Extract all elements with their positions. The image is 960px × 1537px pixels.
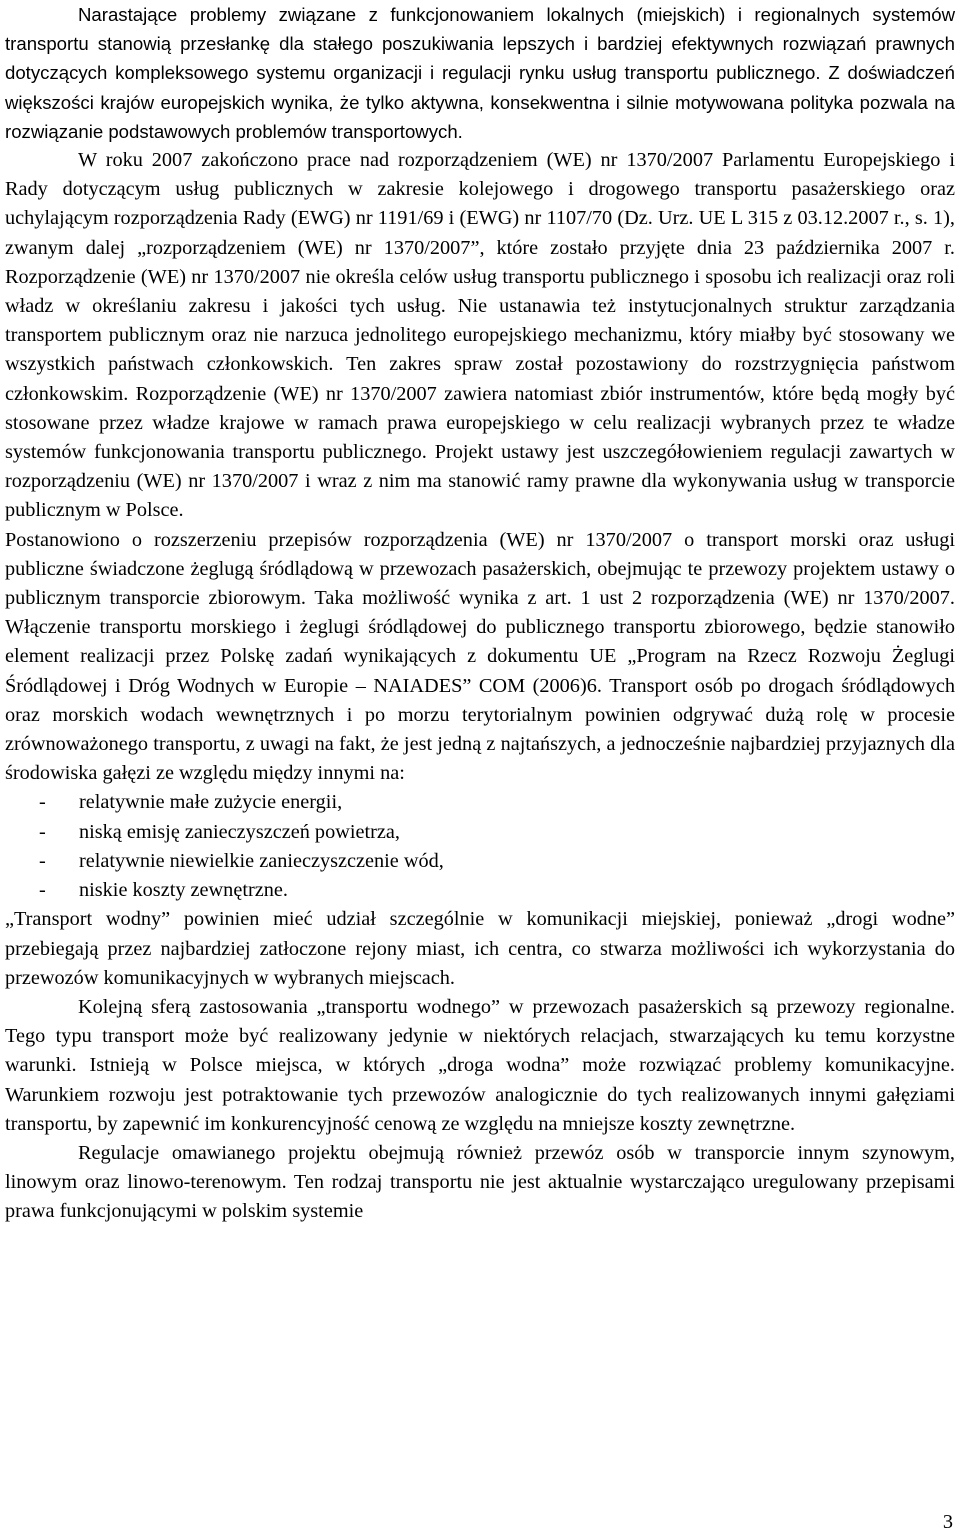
list-item [5, 818, 955, 847]
list-item [5, 847, 955, 876]
list-item [5, 876, 955, 905]
list-marker: - [39, 820, 46, 843]
document-page [5, 0, 955, 1227]
benefits-list [5, 788, 955, 905]
list-marker: - [39, 791, 46, 814]
list-item-text: niską emisję zanieczyszczeń powietrza, [79, 820, 400, 843]
paragraph-regulation-2007: W roku 2007 zakończono prace nad rozporządzeniem (WE) nr 1370/2007 Parlamentu Europejskiego i Rady dotyczącym usług publicznych w zakresie kolejowego i drogowego transportu pasażerskiego oraz uchylającym rozporządzenia Rady (EWG) nr 1191/69 i (EWG) nr 1107/70 (Dz. Urz. UE L 315 z 03.12.2007 r., s. 1), zwanym dalej „rozporządzeniem (WE) nr 1370/2007”, które zostało przyjęte dnia 23 października 2007 r. Rozporządzenie (WE) nr 1370/2007 nie określa celów usług transportu publicznego i sposobu ich realizacji oraz roli władz w określaniu zakresu i jakości tych usług. Nie ustanawia też instytucjonalnych struktur zarządzania transportem publicznym oraz nie narzuca jednolitego europejskiego mechanizmu, który miałby być stosowany we wszystkich państwach członkowskich. Ten zakres spraw został pozostawiony do rozstrzygnięcia państwom członkowskim. Rozporządzenie (WE) nr 1370/2007 zawiera natomiast zbiór instrumentów, które będą mogły być stosowane przez władze krajowe w ramach prawa europejskiego w celu realizacji wybranych przez te władze systemów funkcjonowania transportu publicznego. Projekt ustawy jest uszczegółowieniem regulacji zawartych w rozporządzeniu (WE) nr 1370/2007 i wraz z nim ma stanowić ramy prawne dla wykonywania usług w transporcie publicznym w Polsce. [5, 149, 955, 522]
page-number: 3 [942, 1511, 953, 1533]
list-item-text: niskie koszty zewnętrzne. [79, 879, 288, 902]
list-marker: - [39, 849, 46, 872]
paragraph-regional-transport: Kolejną sferą zastosowania „transportu wodnego” w przewozach pasażerskich są przewozy regionalne. Tego typu transport może być realizowany jedynie w niektórych relacjach, stwarzających ku temu korzystne warunki. Istnieją w Polsce miejsca, w których „droga wodna” może rozwiązać problemy komunikacyjne. Warunkiem rozwoju jest potraktowanie tych przewozów analogicznie do tych realizowanych innymi gałęziami transportu, by zapewnić im konkurencyjność cenową ze względu na mniejsze koszty zewnętrzne. [5, 995, 955, 1135]
paragraph-rail-cable: Regulacje omawianego projektu obejmują również przewóz osób w transporcie innym szynowym, linowym oraz linowo-terenowym. Ten rodzaj transportu nie jest aktualnie wystarczająco uregulowany przepisami prawa funkcjonującymi w polskim systemie [5, 1141, 955, 1223]
paragraph-intro: Narastające problemy związane z funkcjonowaniem lokalnych (miejskich) i regionalnych systemów transportu stanowią przesłankę dla stałego poszukiwania lepszych i bardziej efektywnych rozwiązań prawnych dotyczących kompleksowego systemu organizacji i regulacji rynku usług transportu publicznego. Z doświadczeń większości krajów europejskich wynika, że tylko aktywna, konsekwentna i silnie motywowana polityka pozwala na rozwiązanie podstawowych problemów transportowych. [5, 4, 955, 142]
list-marker: - [39, 879, 46, 902]
paragraph-water-transport: „Transport wodny” powinien mieć udział szczególnie w komunikacji miejskiej, ponieważ „drogi wodne” przebiegają przez najbardziej zatłoczone rejony miast, ich centra, co stwarza możliwości ich wykorzystania do przewozów komunikacyjnych w wybranych miejscach. [5, 908, 955, 989]
paragraph-extension: Postanowiono o rozszerzeniu przepisów rozporządzenia (WE) nr 1370/2007 o transport morski oraz usługi publiczne świadczone żeglugą śródlądową w przewozach pasażerskich, obejmując te przewozy projektem ustawy o publicznym transporcie zbiorowym. Taka możliwość wynika z art. 1 ust 2 rozporządzenia (WE) nr 1370/2007. Włączenie transportu morskiego i żeglugi śródlądowej do publicznego transportu zbiorowego, będzie stanowiło element realizacji przez Polskę zadań wynikających z dokumentu UE „Program na Rzecz Rozwoju Żeglugi Śródlądowej i Dróg Wodnych w Europie – NAIADES” COM (2006)6. Transport osób po drogach śródlądowych oraz morskich wodach wewnętrznych i po morzu terytorialnym powinien odgrywać dużą rolę w procesie zrównoważonego transportu, z uwagi na fakt, że jest jedną z najtańszych, a jednocześnie najbardziej przyjaznych dla środowiska gałęzi ze względu między innymi na: [5, 528, 955, 785]
list-item-text: relatywnie małe zużycie energii, [79, 791, 343, 814]
list-item-text: relatywnie niewielkie zanieczyszczenie wód, [79, 849, 444, 872]
list-item [5, 788, 955, 817]
